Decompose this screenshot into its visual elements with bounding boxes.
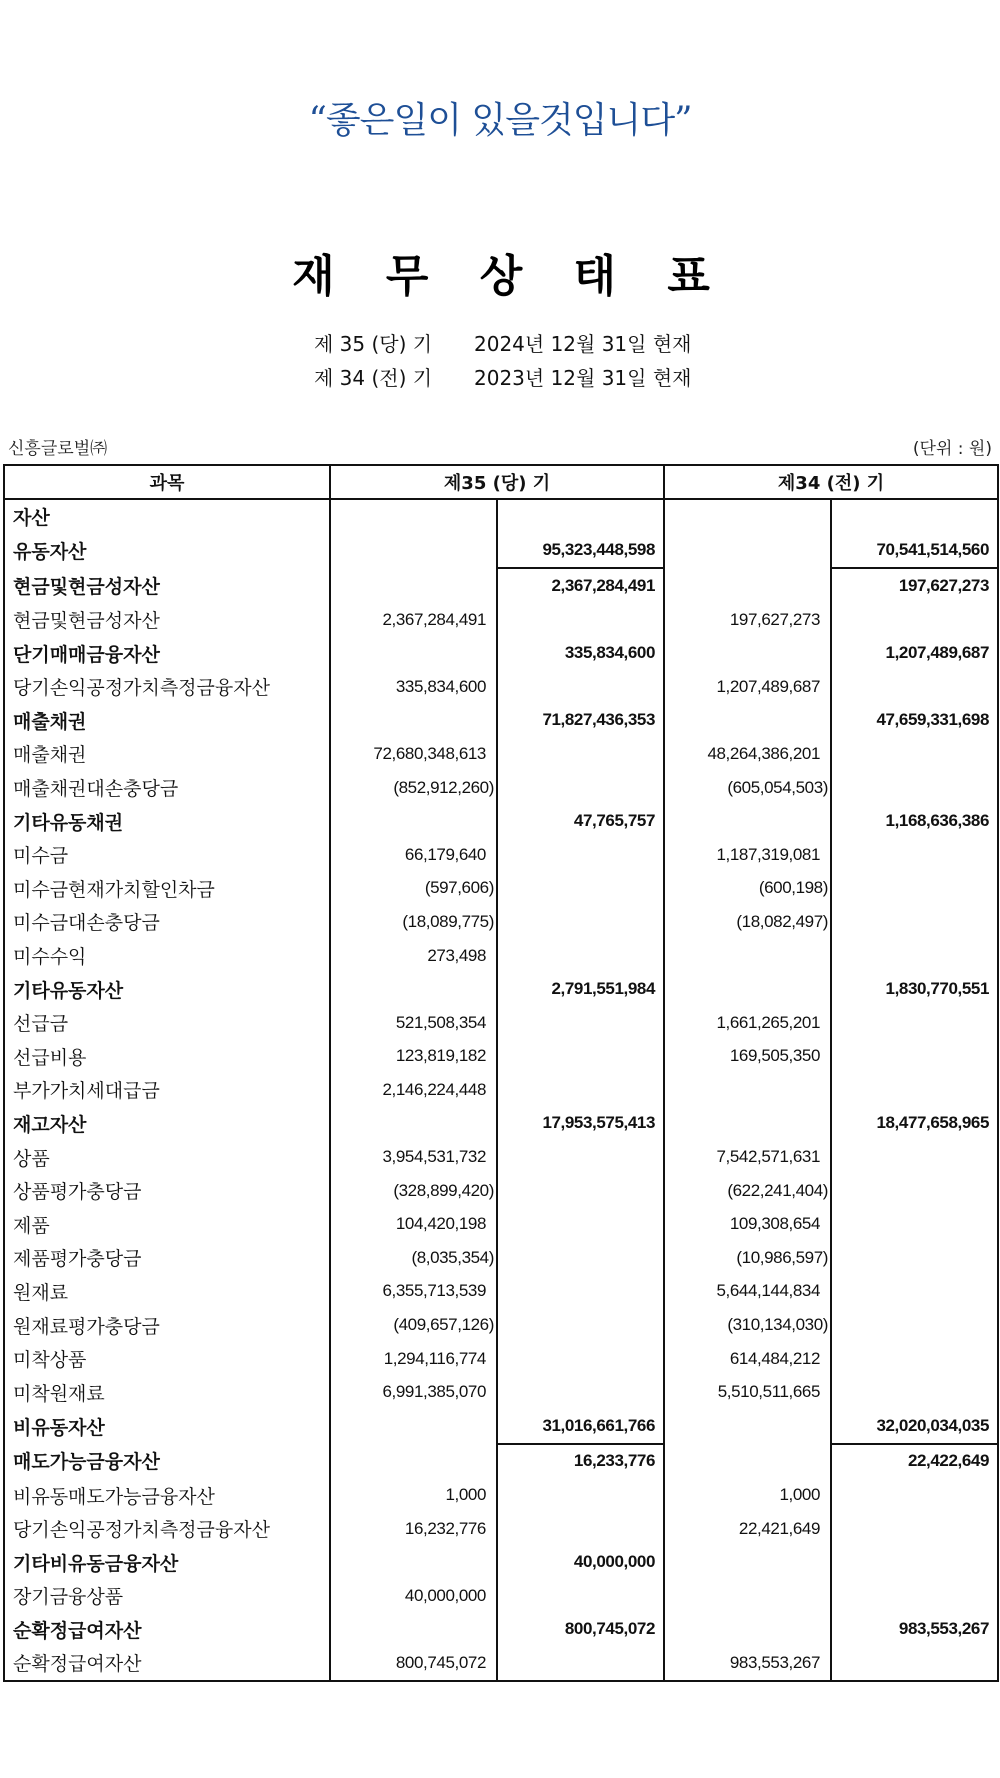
prior-detail-amount: (622,241,404)	[664, 1174, 831, 1208]
current-total-amount	[497, 939, 664, 973]
prior-total-amount: 1,830,770,551	[831, 972, 998, 1006]
table-row	[4, 905, 998, 939]
account-name: 원재료	[4, 1275, 330, 1309]
table-row	[4, 1040, 998, 1074]
current-total-amount	[497, 1308, 664, 1342]
account-name: 당기손익공정가치측정금융자산	[4, 670, 330, 704]
prior-detail-amount: 1,000	[664, 1478, 831, 1512]
current-total-amount	[497, 1073, 664, 1107]
account-name: 재고자산	[4, 1107, 330, 1141]
account-name: 순확정급여자산	[4, 1646, 330, 1681]
prior-detail-amount: 1,661,265,201	[664, 1006, 831, 1040]
current-total-amount	[497, 1006, 664, 1040]
current-total-amount	[497, 1174, 664, 1208]
current-total-amount: 335,834,600	[497, 636, 664, 670]
currency-unit: (단위 : 원)	[912, 439, 992, 459]
prior-total-amount: 22,422,649	[831, 1444, 998, 1479]
table-row	[4, 939, 998, 973]
current-detail-amount	[330, 499, 497, 534]
current-detail-amount: 521,508,354	[330, 1006, 497, 1040]
current-detail-amount: 2,367,284,491	[330, 603, 497, 637]
table-row	[4, 1478, 998, 1512]
current-total-amount: 71,827,436,353	[497, 704, 664, 738]
prior-total-amount	[831, 603, 998, 637]
prior-total-amount	[831, 1375, 998, 1409]
account-name: 미수금	[4, 838, 330, 872]
current-total-amount	[497, 905, 664, 939]
table-row	[4, 737, 998, 771]
prior-total-amount	[831, 1478, 998, 1512]
current-detail-amount	[330, 1613, 497, 1647]
prior-total-amount	[831, 1241, 998, 1275]
account-name: 매출채권대손충당금	[4, 771, 330, 805]
account-name: 미수금대손충당금	[4, 905, 330, 939]
prior-total-amount: 47,659,331,698	[831, 704, 998, 738]
prior-total-amount	[831, 1342, 998, 1376]
prior-detail-amount	[664, 1107, 831, 1141]
account-name: 당기손익공정가치측정금융자산	[4, 1512, 330, 1546]
current-total-amount: 47,765,757	[497, 804, 664, 838]
account-name: 매출채권	[4, 704, 330, 738]
prior-detail-amount: 22,421,649	[664, 1512, 831, 1546]
balance-sheet-table	[3, 464, 999, 1682]
current-detail-amount	[330, 1545, 497, 1579]
current-total-amount: 16,233,776	[497, 1444, 664, 1479]
prior-total-amount	[831, 499, 998, 534]
account-name: 현금및현금성자산	[4, 568, 330, 603]
current-total-amount	[497, 1207, 664, 1241]
prior-total-amount: 1,207,489,687	[831, 636, 998, 670]
current-detail-amount	[330, 972, 497, 1006]
current-detail-amount: 16,232,776	[330, 1512, 497, 1546]
table-row	[4, 1174, 998, 1208]
prior-detail-amount	[664, 568, 831, 603]
account-name: 미수금현재가치할인차금	[4, 872, 330, 906]
current-detail-amount: 6,355,713,539	[330, 1275, 497, 1309]
table-row	[4, 1308, 998, 1342]
prior-detail-amount: 48,264,386,201	[664, 737, 831, 771]
table-row	[4, 1006, 998, 1040]
prior-detail-amount	[664, 636, 831, 670]
current-detail-amount	[330, 534, 497, 569]
prior-detail-amount: 614,484,212	[664, 1342, 831, 1376]
account-name: 기타유동자산	[4, 972, 330, 1006]
prior-detail-amount: 169,505,350	[664, 1040, 831, 1074]
current-detail-amount: 6,991,385,070	[330, 1375, 497, 1409]
current-total-amount	[497, 838, 664, 872]
table-row	[4, 804, 998, 838]
current-detail-amount: (409,657,126)	[330, 1308, 497, 1342]
fiscal-periods	[314, 327, 691, 395]
account-name: 장기금융상품	[4, 1579, 330, 1613]
current-total-amount	[497, 771, 664, 805]
current-total-amount	[497, 1140, 664, 1174]
prior-detail-amount: 983,553,267	[664, 1646, 831, 1681]
table-row	[4, 1646, 998, 1681]
prior-detail-amount: 7,542,571,631	[664, 1140, 831, 1174]
table-row	[4, 1140, 998, 1174]
current-total-amount	[497, 670, 664, 704]
current-total-amount	[497, 603, 664, 637]
table-row	[4, 704, 998, 738]
prior-detail-amount: (605,054,503)	[664, 771, 831, 805]
current-detail-amount: 66,179,640	[330, 838, 497, 872]
current-total-amount	[497, 872, 664, 906]
current-total-amount: 31,016,661,766	[497, 1409, 664, 1444]
prior-detail-amount	[664, 972, 831, 1006]
header-current-period: 제35 (당) 기	[330, 465, 664, 499]
prior-detail-amount	[664, 804, 831, 838]
prior-total-amount	[831, 1140, 998, 1174]
table-row	[4, 534, 998, 569]
prior-total-amount	[831, 872, 998, 906]
current-total-amount	[497, 1275, 664, 1309]
table-meta	[8, 434, 992, 459]
account-name: 상품	[4, 1140, 330, 1174]
current-detail-amount: 72,680,348,613	[330, 737, 497, 771]
table-row	[4, 1613, 998, 1647]
account-name: 미착상품	[4, 1342, 330, 1376]
prior-total-amount	[831, 1545, 998, 1579]
account-name: 비유동매도가능금융자산	[4, 1478, 330, 1512]
prior-total-amount	[831, 939, 998, 973]
prior-total-amount	[831, 1174, 998, 1208]
table-row	[4, 499, 998, 534]
table-row	[4, 1073, 998, 1107]
current-detail-amount: (18,089,775)	[330, 905, 497, 939]
prior-detail-amount	[664, 1444, 831, 1479]
period-label: 제 34 (전) 기	[314, 366, 433, 390]
current-total-amount	[497, 1375, 664, 1409]
table-row	[4, 771, 998, 805]
current-detail-amount	[330, 1107, 497, 1141]
prior-detail-amount	[664, 704, 831, 738]
table-row	[4, 1275, 998, 1309]
current-total-amount: 2,791,551,984	[497, 972, 664, 1006]
account-name: 자산	[4, 499, 330, 534]
prior-detail-amount: (18,082,497)	[664, 905, 831, 939]
account-name: 현금및현금성자산	[4, 603, 330, 637]
current-detail-amount: 123,819,182	[330, 1040, 497, 1074]
account-name: 매출채권	[4, 737, 330, 771]
current-detail-amount	[330, 568, 497, 603]
current-total-amount: 95,323,448,598	[497, 534, 664, 569]
current-detail-amount: 104,420,198	[330, 1207, 497, 1241]
account-name: 유동자산	[4, 534, 330, 569]
current-total-amount	[497, 1342, 664, 1376]
prior-total-amount	[831, 905, 998, 939]
account-name: 선급비용	[4, 1040, 330, 1074]
current-total-amount	[497, 1512, 664, 1546]
table-row	[4, 972, 998, 1006]
company-name: 신흥글로벌㈜	[8, 439, 108, 459]
prior-total-amount: 18,477,658,965	[831, 1107, 998, 1141]
current-total-amount	[497, 1040, 664, 1074]
table-row	[4, 568, 998, 603]
account-name: 선급금	[4, 1006, 330, 1040]
account-name: 매도가능금융자산	[4, 1444, 330, 1479]
header-account: 과목	[4, 465, 330, 499]
current-total-amount: 800,745,072	[497, 1613, 664, 1647]
prior-detail-amount: 5,644,144,834	[664, 1275, 831, 1309]
prior-detail-amount: 197,627,273	[664, 603, 831, 637]
prior-total-amount	[831, 838, 998, 872]
prior-total-amount	[831, 1308, 998, 1342]
current-detail-amount	[330, 1444, 497, 1479]
prior-total-amount: 1,168,636,386	[831, 804, 998, 838]
account-name: 상품평가충당금	[4, 1174, 330, 1208]
table-row	[4, 603, 998, 637]
current-total-amount	[497, 1646, 664, 1681]
prior-detail-amount	[664, 1073, 831, 1107]
prior-total-amount	[831, 1207, 998, 1241]
table-row	[4, 1375, 998, 1409]
table-row	[4, 838, 998, 872]
prior-detail-amount: 5,510,511,665	[664, 1375, 831, 1409]
prior-detail-amount: (310,134,030)	[664, 1308, 831, 1342]
current-detail-amount: 1,294,116,774	[330, 1342, 497, 1376]
current-detail-amount: (852,912,260)	[330, 771, 497, 805]
table-row	[4, 1444, 998, 1479]
table-body	[4, 499, 998, 1681]
prior-total-amount	[831, 1006, 998, 1040]
current-detail-amount: 1,000	[330, 1478, 497, 1512]
table-row	[4, 1107, 998, 1141]
header-prior-period: 제34 (전) 기	[664, 465, 998, 499]
current-detail-amount: 800,745,072	[330, 1646, 497, 1681]
account-name: 단기매매금융자산	[4, 636, 330, 670]
table-row	[4, 1207, 998, 1241]
period-date: 2023년 12월 31일 현재	[474, 366, 692, 390]
current-detail-amount	[330, 1409, 497, 1444]
prior-total-amount	[831, 1073, 998, 1107]
account-name: 순확정급여자산	[4, 1613, 330, 1647]
account-name: 부가가치세대급금	[4, 1073, 330, 1107]
current-detail-amount	[330, 804, 497, 838]
table-row	[4, 1241, 998, 1275]
prior-total-amount	[831, 1512, 998, 1546]
table-row	[4, 1409, 998, 1444]
current-total-amount	[497, 499, 664, 534]
current-detail-amount: 273,498	[330, 939, 497, 973]
account-name: 미착원재료	[4, 1375, 330, 1409]
current-detail-amount: (597,606)	[330, 872, 497, 906]
prior-detail-amount	[664, 1545, 831, 1579]
document-title: 재 무 상 태 표	[292, 251, 728, 302]
current-detail-amount: 3,954,531,732	[330, 1140, 497, 1174]
prior-detail-amount	[664, 499, 831, 534]
table-row	[4, 636, 998, 670]
period-label: 제 35 (당) 기	[314, 332, 433, 356]
table-header-row	[4, 465, 998, 499]
prior-detail-amount	[664, 939, 831, 973]
slogan-heading: “좋은일이 있을것입니다”	[308, 100, 692, 141]
current-detail-amount	[330, 704, 497, 738]
prior-detail-amount: 1,187,319,081	[664, 838, 831, 872]
current-detail-amount	[330, 636, 497, 670]
prior-total-amount	[831, 737, 998, 771]
account-name: 제품평가충당금	[4, 1241, 330, 1275]
prior-detail-amount	[664, 1613, 831, 1647]
table-row	[4, 872, 998, 906]
current-detail-amount: 2,146,224,448	[330, 1073, 497, 1107]
current-detail-amount: (8,035,354)	[330, 1241, 497, 1275]
current-detail-amount: (328,899,420)	[330, 1174, 497, 1208]
prior-total-amount: 983,553,267	[831, 1613, 998, 1647]
current-total-amount: 2,367,284,491	[497, 568, 664, 603]
current-total-amount: 17,953,575,413	[497, 1107, 664, 1141]
period-date: 2024년 12월 31일 현재	[474, 332, 692, 356]
current-total-amount	[497, 1478, 664, 1512]
table-row	[4, 1342, 998, 1376]
prior-detail-amount: 1,207,489,687	[664, 670, 831, 704]
current-total-amount	[497, 1579, 664, 1613]
prior-total-amount: 70,541,514,560	[831, 534, 998, 569]
prior-total-amount	[831, 1646, 998, 1681]
prior-detail-amount: 109,308,654	[664, 1207, 831, 1241]
table-row	[4, 670, 998, 704]
prior-total-amount: 197,627,273	[831, 568, 998, 603]
current-total-amount	[497, 1241, 664, 1275]
current-detail-amount: 40,000,000	[330, 1579, 497, 1613]
account-name: 기타비유동금융자산	[4, 1545, 330, 1579]
prior-detail-amount	[664, 534, 831, 569]
prior-total-amount	[831, 670, 998, 704]
current-total-amount	[497, 737, 664, 771]
account-name: 원재료평가충당금	[4, 1308, 330, 1342]
prior-total-amount	[831, 771, 998, 805]
table-row	[4, 1512, 998, 1546]
prior-detail-amount	[664, 1579, 831, 1613]
table-row	[4, 1545, 998, 1579]
period-prior	[314, 361, 691, 395]
account-name: 제품	[4, 1207, 330, 1241]
current-total-amount: 40,000,000	[497, 1545, 664, 1579]
period-current	[314, 327, 691, 361]
prior-detail-amount	[664, 1409, 831, 1444]
prior-total-amount	[831, 1579, 998, 1613]
prior-total-amount	[831, 1275, 998, 1309]
table-row	[4, 1579, 998, 1613]
prior-total-amount: 32,020,034,035	[831, 1409, 998, 1444]
account-name: 기타유동채권	[4, 804, 330, 838]
account-name: 미수수익	[4, 939, 330, 973]
prior-total-amount	[831, 1040, 998, 1074]
current-detail-amount: 335,834,600	[330, 670, 497, 704]
account-name: 비유동자산	[4, 1409, 330, 1444]
prior-detail-amount: (600,198)	[664, 872, 831, 906]
prior-detail-amount: (10,986,597)	[664, 1241, 831, 1275]
